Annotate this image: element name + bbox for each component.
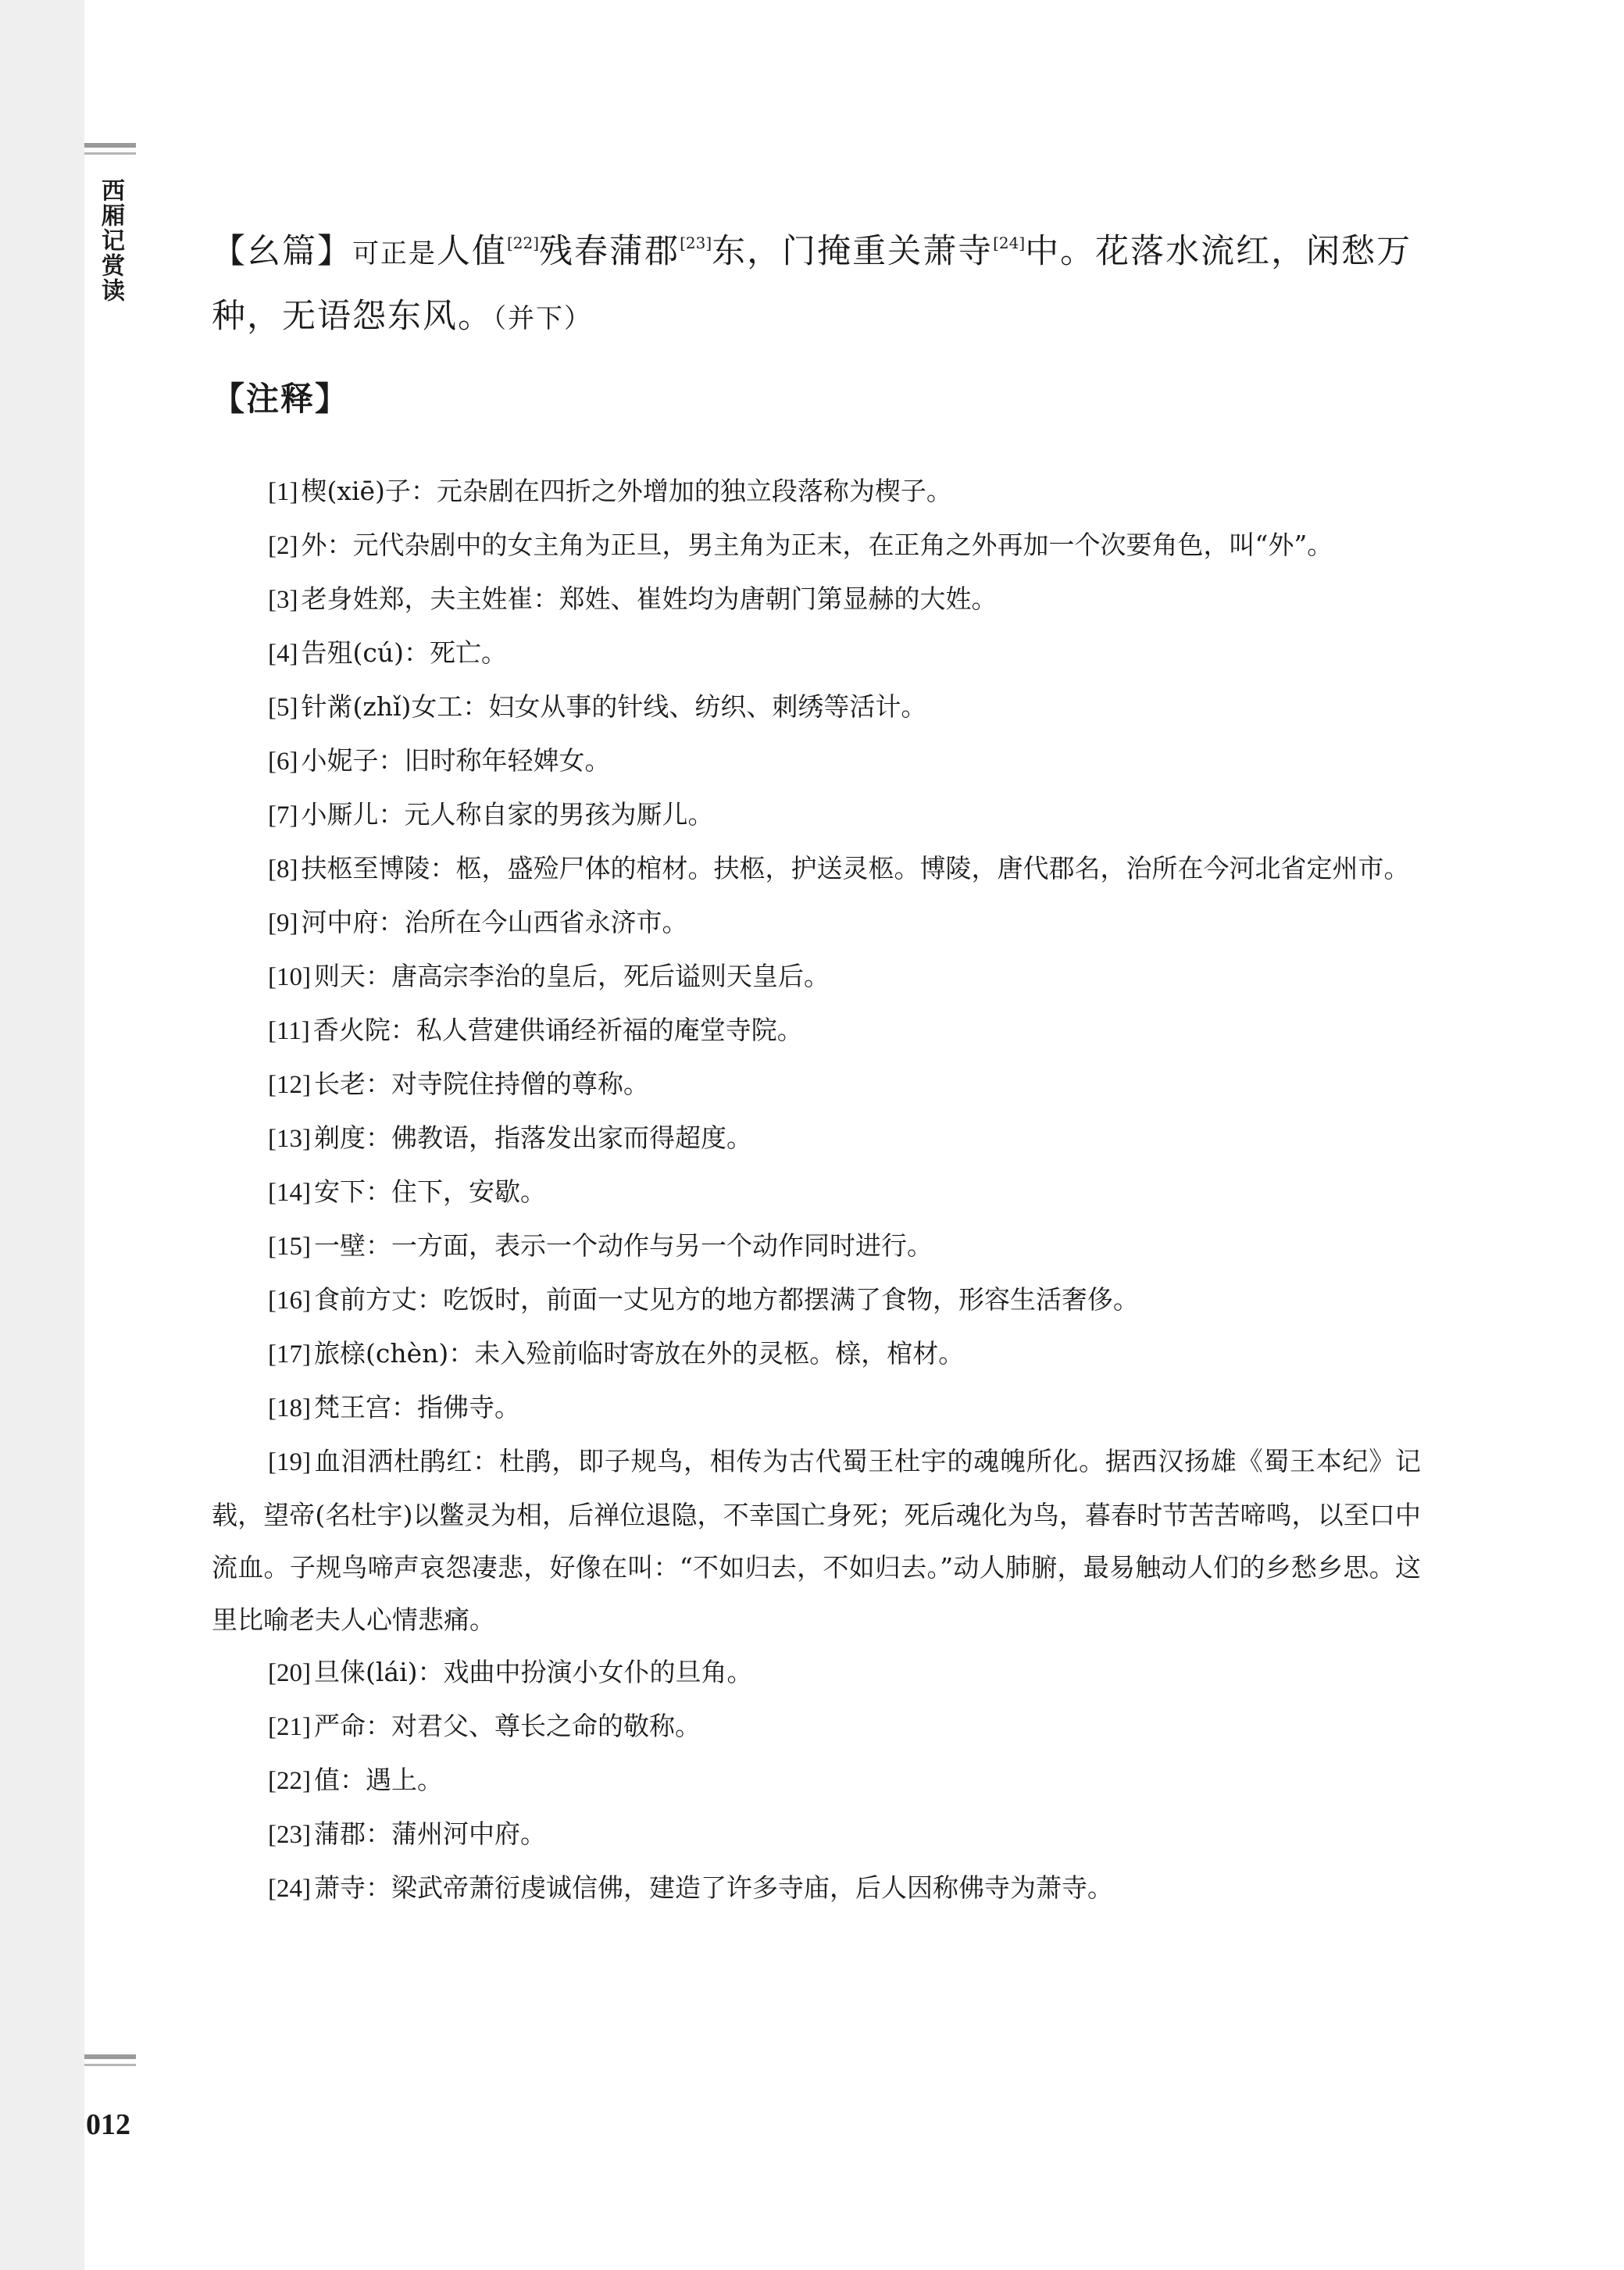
footnote-ref: [23] [680, 234, 712, 252]
verse-text: 人值 [437, 232, 507, 271]
verse-tail-note: （并下） [493, 303, 592, 334]
verse-text: 残春蒲郡 [539, 232, 680, 271]
annotation-item [212, 1754, 1421, 1808]
annotation-number: [24] [268, 1875, 311, 1903]
annotation-text: 老身姓郑，夫主姓崔：郑姓、崔姓均为唐朝门第显赫的大姓。 [301, 584, 998, 614]
bottom-margin-rule [84, 2054, 136, 2066]
annotation-number: [22] [268, 1767, 311, 1795]
annotation-item [212, 734, 1421, 788]
annotation-item [212, 896, 1421, 950]
annotation-number: [20] [268, 1659, 311, 1687]
annotation-text: 食前方丈：吃饭时，前面一丈见方的地方都摆满了食物，形容生活奢侈。 [313, 1284, 1139, 1315]
annotation-list [212, 465, 1421, 1915]
annotation-text: 扶柩至博陵：柩，盛殓尸体的棺材。扶柩，护送灵柩。博陵，唐代郡名，治所在今河北省定州市。 [301, 853, 1410, 883]
annotation-item [212, 1808, 1421, 1861]
annotation-number: [16] [268, 1287, 311, 1315]
annotation-number: [13] [268, 1125, 311, 1153]
annotation-number: [11] [268, 1017, 310, 1045]
verse-text: 东，门掩重关萧寺 [712, 232, 994, 271]
annotation-text: 长老：对寺院住持僧的尊称。 [313, 1069, 649, 1099]
annotation-item [212, 1327, 1421, 1381]
annotation-number: [7] [268, 801, 298, 830]
verse-tune-name: 【幺篇】 [212, 232, 352, 271]
annotation-number: [14] [268, 1179, 311, 1207]
annotation-number: [15] [268, 1233, 311, 1261]
annotation-text: 萧寺：梁武帝萧衍虔诚信佛，建造了许多寺庙，后人因称佛寺为萧寺。 [313, 1872, 1113, 1903]
annotation-text: 楔(xiē)子：元杂剧在四折之外增加的独立段落称为楔子。 [301, 476, 952, 506]
annotation-text: 一壁：一方面，表示一个动作与另一个动作同时进行。 [313, 1230, 933, 1261]
annotation-text: 则天：唐高宗李治的皇后，死后谥则天皇后。 [313, 961, 830, 991]
annotation-text: 旅榇(chèn)：未入殓前临时寄放在外的灵柩。榇，棺材。 [313, 1338, 965, 1369]
annotation-text: 香火院：私人营建供诵经祈福的庵堂寺院。 [312, 1015, 803, 1045]
annotation-item [212, 1165, 1421, 1219]
annotation-item [212, 573, 1421, 626]
annotation-number: [23] [268, 1821, 311, 1849]
annotation-text: 血泪洒杜鹃红：杜鹃，即子规鸟，相传为古代蜀王杜宇的魂魄所化。据西汉扬雄《蜀王本纪》记载，望帝(名杜宇)以鳖灵为相，后禅位退隐，不幸国亡身死；死后魂化为鸟，暮春时节苦苦啼鸣，以至口中流血。子规鸟啼声哀怨凄悲，好像在叫：“不如归去，不如归去。”动人肺腑，最易触动人们的乡愁乡思。这里比喻老夫人心情悲痛。 [212, 1446, 1421, 1635]
annotation-text: 小妮子：旧时称年轻婢女。 [301, 745, 611, 776]
annotation-item [212, 626, 1421, 680]
annotation-item [212, 842, 1421, 896]
annotation-item [212, 1861, 1421, 1915]
annotation-text: 旦俫(lái)：戏曲中扮演小女仆的旦角。 [313, 1657, 753, 1687]
annotation-number: [18] [268, 1394, 311, 1422]
annotation-number: [3] [268, 586, 298, 614]
annotation-item [212, 1435, 1421, 1646]
annotation-text: 外：元代杂剧中的女主角为正旦，男主角为正末，在正角之外再加一个次要角色，叫“外”。 [301, 530, 1333, 560]
annotation-text: 严命：对君父、尊长之命的敬称。 [313, 1711, 701, 1741]
left-margin-strip [0, 0, 84, 2270]
annotation-number: [1] [268, 478, 298, 506]
annotation-item [212, 788, 1421, 842]
top-margin-rule [84, 143, 136, 155]
annotation-item [212, 1058, 1421, 1112]
annotation-text: 蒲郡：蒲州河中府。 [313, 1818, 546, 1849]
annotation-number: [17] [268, 1340, 311, 1369]
annotation-item [212, 680, 1421, 734]
annotation-item [212, 465, 1421, 519]
running-head-book-title: 西厢记赏读 [97, 178, 124, 303]
annotation-item [212, 950, 1421, 1004]
annotation-number: [6] [268, 748, 298, 776]
annotation-number: [12] [268, 1071, 311, 1099]
annotation-item [212, 519, 1421, 573]
annotation-item [212, 1004, 1421, 1058]
annotation-item [212, 1273, 1421, 1327]
section-heading-annotations: 【注释】 [212, 380, 350, 418]
footnote-ref: [22] [507, 234, 540, 252]
footnote-ref: [24] [993, 234, 1026, 252]
annotation-item [212, 1112, 1421, 1165]
page-number: 012 [86, 2108, 130, 2141]
annotation-item [212, 1219, 1421, 1273]
verse-text: 中。花落水流红，闲愁万种，无语怨东风。 [212, 232, 1412, 336]
annotation-number: [9] [268, 909, 298, 937]
annotation-number: [4] [268, 640, 298, 668]
annotation-text: 针黹(zhǐ)女工：妇女从事的针线、纺织、刺绣等活计。 [301, 691, 927, 722]
annotation-number: [19] [268, 1448, 311, 1476]
annotation-number: [10] [268, 963, 311, 991]
verse-lead-in: 可正是 [352, 238, 437, 269]
annotation-text: 河中府：治所在今山西省永济市。 [301, 907, 688, 937]
annotation-number: [8] [268, 855, 298, 883]
annotation-number: [2] [268, 532, 298, 560]
verse-passage [212, 220, 1421, 350]
annotation-number: [5] [268, 694, 298, 722]
annotation-item [212, 1381, 1421, 1435]
annotation-number: [21] [268, 1713, 311, 1741]
annotation-item [212, 1646, 1421, 1700]
annotation-text: 安下：住下，安歇。 [313, 1176, 546, 1207]
annotation-text: 梵王宫：指佛寺。 [313, 1392, 520, 1422]
annotation-item [212, 1700, 1421, 1754]
annotation-text: 剃度：佛教语，指落发出家而得超度。 [313, 1123, 752, 1153]
annotation-text: 值：遇上。 [313, 1765, 443, 1795]
annotation-text: 告殂(cú)：死亡。 [301, 637, 507, 668]
annotation-text: 小厮儿：元人称自家的男孩为厮儿。 [301, 799, 714, 830]
